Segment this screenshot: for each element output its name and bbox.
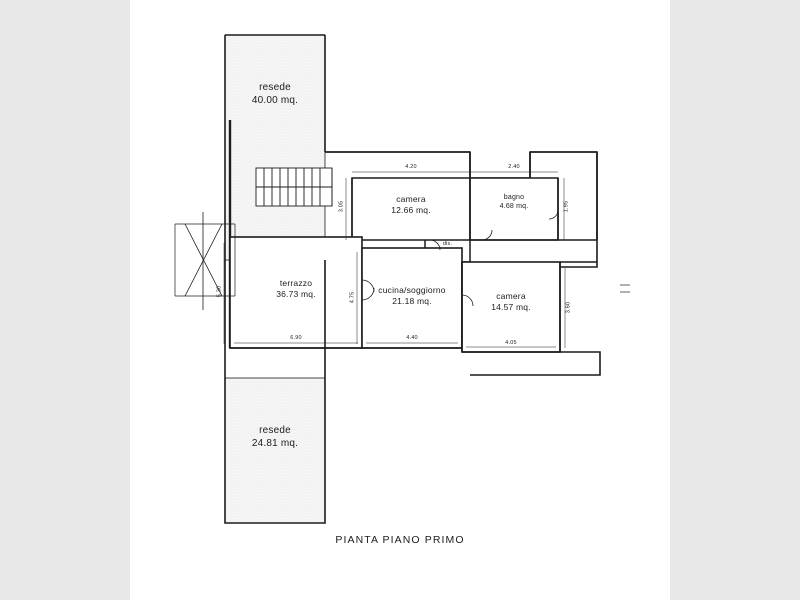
- room-area: 40.00 mq.: [251, 94, 299, 106]
- dimension-terrazzo-bottom: 6.90: [290, 335, 302, 341]
- room-name: cucina/soggiorno: [378, 285, 446, 295]
- staircase: [256, 168, 332, 206]
- room-label-camera-right: [462, 291, 560, 312]
- room-area: 14.57 mq.: [491, 301, 531, 312]
- room-name: bagno: [503, 194, 525, 201]
- drawing-sheet: [130, 0, 670, 600]
- room-area: 24.81 mq.: [251, 437, 299, 449]
- room-area: 36.73 mq.: [276, 288, 316, 299]
- room-area: 4.68 mq.: [499, 202, 529, 210]
- dimension-camera-left: 3.05: [338, 200, 345, 213]
- room-name: resede: [259, 82, 291, 93]
- room-label-resede-bottom: [225, 425, 325, 450]
- room-label-camera-top: [352, 194, 470, 215]
- room-label-cucina-soggiorno: [362, 285, 462, 306]
- dimension-camera-right-bottom: 4.05: [505, 340, 517, 346]
- dimension-top-camera: 4.20: [405, 164, 417, 170]
- drawing-title: PIANTA PIANO PRIMO: [335, 534, 465, 546]
- dimension-cucina-bottom: 4.40: [406, 335, 418, 341]
- room-label-resede-top: [225, 82, 325, 107]
- dimension-bagno-right: 1.95: [563, 200, 570, 213]
- room-name: camera: [496, 291, 526, 301]
- room-name: terrazzo: [279, 278, 313, 288]
- dimension-cucina-left: 4.75: [349, 291, 356, 304]
- room-area: 21.18 mq.: [392, 295, 432, 306]
- dimension-camera-right-side: 3.60: [565, 301, 572, 314]
- room-name: dis.: [442, 241, 453, 247]
- dimension-top-bagno: 2.40: [508, 164, 520, 170]
- dimension-terrazzo-left: 5.30: [216, 285, 223, 298]
- room-name: resede: [259, 425, 291, 436]
- room-label-terrazzo: [230, 278, 362, 299]
- room-label-dis: [425, 241, 470, 248]
- room-area: 12.66 mq.: [391, 204, 431, 215]
- room-label-bagno: [470, 194, 558, 212]
- room-name: camera: [396, 194, 426, 204]
